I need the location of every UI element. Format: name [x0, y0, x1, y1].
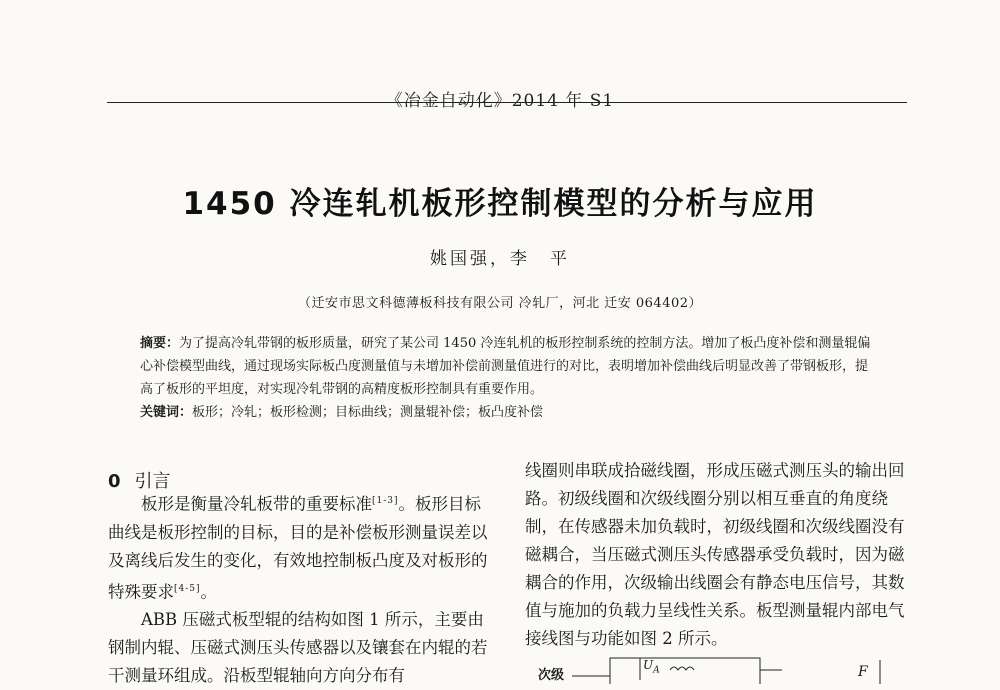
left-p1-text-b: 。板形目标曲线是板形控制的目标，目的是补偿板形测量误差以及离线后发生的变化，有效地控制板凸度及对板形的特殊要求	[108, 494, 488, 601]
abstract-label: 摘要：	[140, 336, 180, 351]
section-number: 0	[108, 471, 121, 492]
keywords-text: 板形；冷轧；板形检测；目标曲线；测量辊补偿；板凸度补偿	[192, 405, 544, 420]
figure-2-diagram	[520, 650, 910, 684]
figure-label-force: F	[858, 664, 868, 680]
abstract-block	[140, 332, 878, 424]
header-rule	[107, 102, 907, 103]
citation-1-3: [1-3]	[372, 496, 399, 506]
right-column	[525, 457, 910, 653]
left-column	[108, 487, 493, 690]
abstract	[140, 332, 878, 401]
paper-title: 1450 冷连轧机板形控制模型的分析与应用	[182, 186, 818, 222]
journal-header: 《冶金自动化》2014 年 S1	[385, 91, 615, 111]
figure-u: U	[643, 658, 654, 672]
citation-4-5: [4-5]	[174, 583, 201, 594]
keywords	[140, 401, 878, 424]
right-paragraph-1: 线圈则串联成拾磁线圈，形成压磁式测压头的输出回路。初级线圈和次级线圈分别以相互垂直的角度绕制，在传感器未加负载时，初级线圈和次级线圈没有磁耦合，当压磁式测压头传感器承受负载时，因为磁耦合的作用，次级输出线圈会有静态电压信号，其数值与施加的负载力呈线性关系。板型测量辊内部电气接线图与功能如图 2 所示。	[525, 461, 905, 648]
keywords-label: 关键词：	[140, 405, 193, 420]
paper-authors: 姚国强，李 平	[430, 249, 570, 269]
left-p1-text-a: 板形是衡量冷轧板带的重要标准	[141, 494, 372, 514]
left-paragraph-2: ABB 压磁式板型辊的结构如图 1 所示，主要由钢制内辊、压磁式测压头传感器以及镶套在内辊的若干测量环组成。沿板型辊轴向方向分布有	[108, 610, 488, 685]
abstract-text: 为了提高冷轧带钢的板形质量，研究了某公司 1450 冷连轧机的板形控制系统的控制方法。增加了板凸度补偿和测量辊偏心补偿模型曲线，通过现场实际板凸度测量值与未增加补偿前测量值进行的对比，表明增加补偿曲线后明显改善了带钢板形，提高了板形的平坦度，对实现冷轧带钢的高精度板形控制具有重要作用。	[140, 336, 871, 397]
paper-affiliation: （迁安市思文科德薄板科技有限公司 冷轧厂，河北 迁安 064402）	[297, 296, 703, 311]
section-title: 引言	[134, 471, 171, 492]
figure-label-voltage	[643, 658, 660, 675]
figure-label-secondary: 次级	[538, 668, 565, 683]
left-p1-text-c: 。	[200, 582, 218, 601]
left-paragraph-1	[108, 487, 493, 606]
figure-u-sub: A	[653, 665, 660, 676]
